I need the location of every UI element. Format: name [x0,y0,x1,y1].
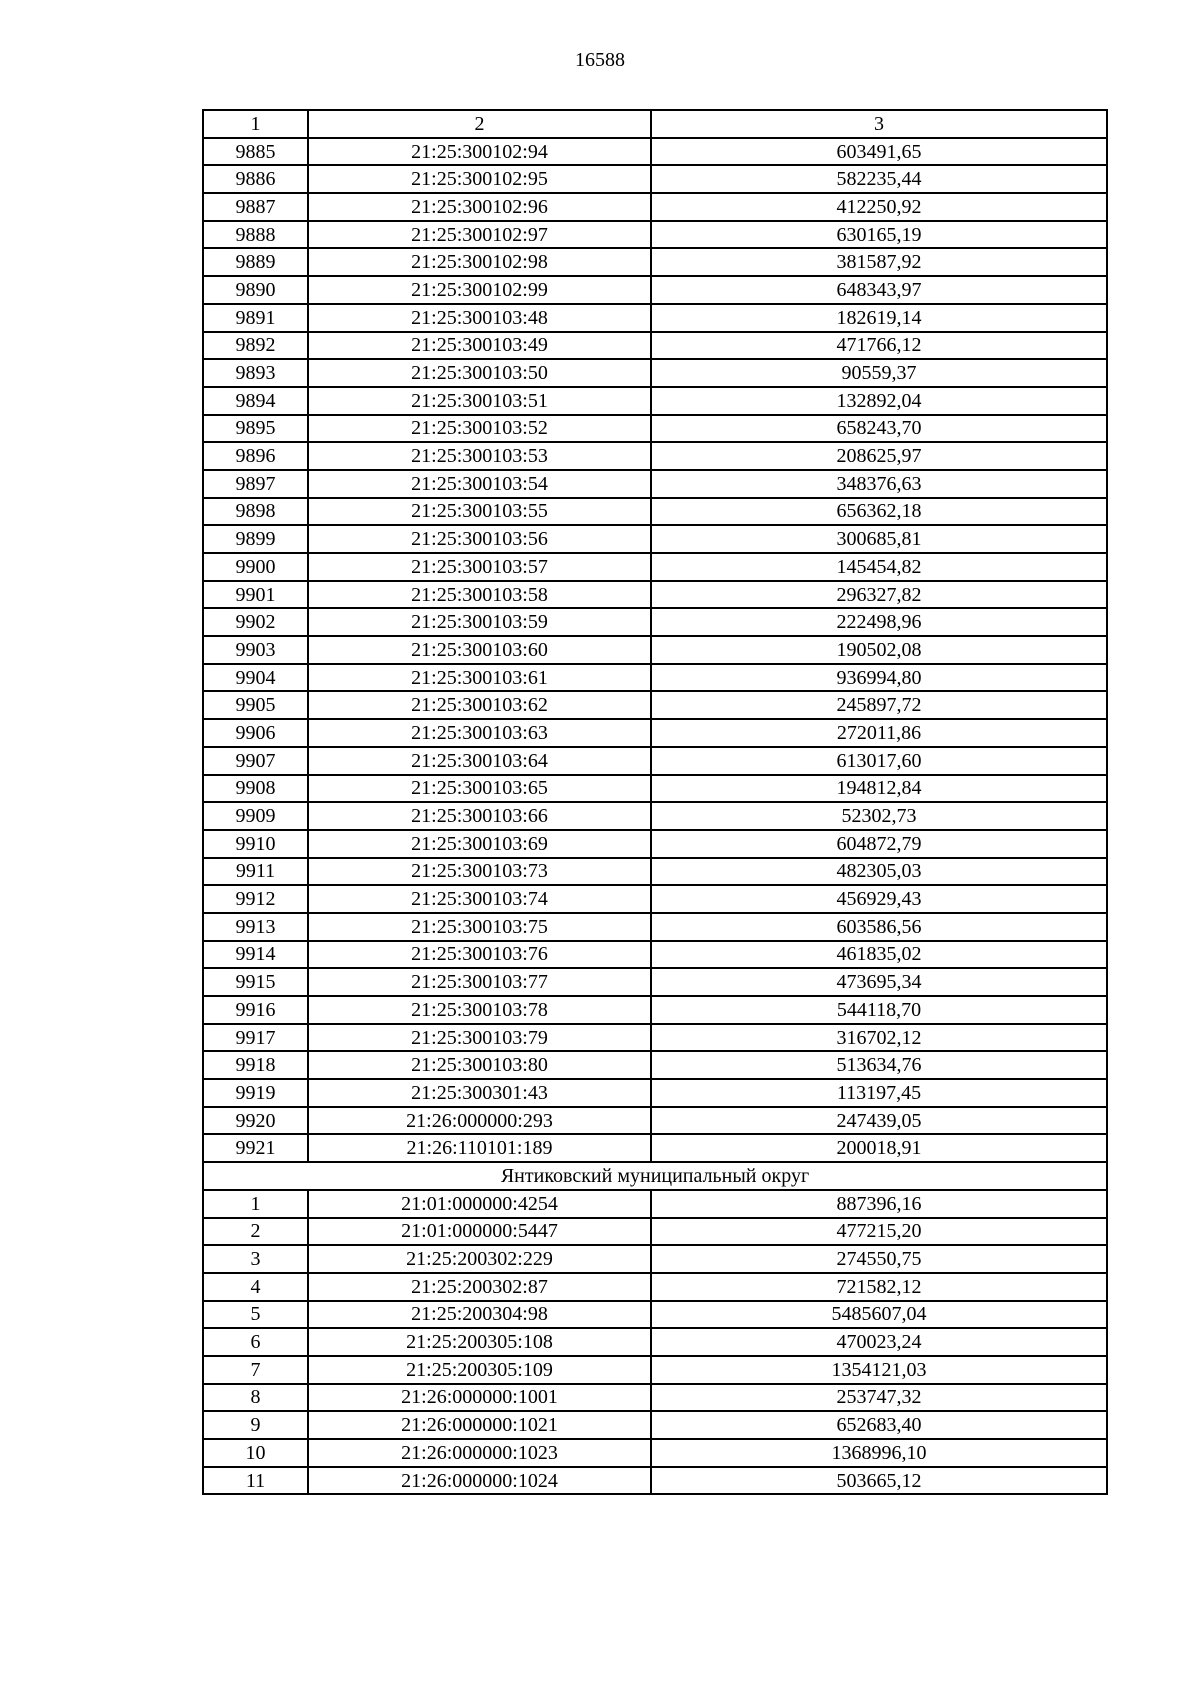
cadastral-number-cell: 21:25:300103:79 [308,1024,651,1052]
row-number-cell: 9913 [203,913,308,941]
section-header-body [203,1162,1107,1190]
table-row [203,1273,1107,1301]
row-number-cell: 9909 [203,802,308,830]
cadastral-number-cell: 21:25:300103:60 [308,636,651,664]
cadastral-value-cell: 1368996,10 [651,1439,1107,1467]
cadastral-value-cell: 52302,73 [651,802,1107,830]
row-number-cell: 5 [203,1301,308,1329]
table-row [203,1107,1107,1135]
cadastral-value-cell: 253747,32 [651,1384,1107,1412]
cadastral-value-cell: 190502,08 [651,636,1107,664]
cadastral-value-cell: 936994,80 [651,664,1107,692]
row-number-cell: 9917 [203,1024,308,1052]
row-number-cell: 1 [203,1190,308,1218]
table-row [203,608,1107,636]
table-row [203,1134,1107,1162]
cadastral-number-cell: 21:25:300103:58 [308,581,651,609]
table-row [203,221,1107,249]
row-number-cell: 9903 [203,636,308,664]
table-row [203,276,1107,304]
cadastral-number-cell: 21:25:300102:97 [308,221,651,249]
cadastral-value-cell: 544118,70 [651,996,1107,1024]
table-row [203,138,1107,166]
table-row [203,1051,1107,1079]
row-number-cell: 9907 [203,747,308,775]
cadastral-value-cell: 461835,02 [651,941,1107,969]
row-number-cell: 9 [203,1411,308,1439]
row-number-cell: 2 [203,1218,308,1246]
table-row [203,1467,1107,1495]
table-row [203,470,1107,498]
column-number-2: 2 [308,110,651,138]
cadastral-number-cell: 21:26:110101:189 [308,1134,651,1162]
table-row [203,1301,1107,1329]
table-row [203,498,1107,526]
table-row [203,581,1107,609]
section-title: Янтиковский муниципальный округ [203,1162,1107,1190]
cadastral-value-cell: 245897,72 [651,691,1107,719]
cadastral-number-cell: 21:25:300103:75 [308,913,651,941]
cadastral-number-cell: 21:25:300103:59 [308,608,651,636]
row-number-cell: 9886 [203,165,308,193]
cadastral-number-cell: 21:25:300103:61 [308,664,651,692]
page-number: 16588 [575,49,625,71]
table-row [203,248,1107,276]
row-number-cell: 7 [203,1356,308,1384]
table-row [203,193,1107,221]
row-number-cell: 9908 [203,775,308,803]
cadastral-number-cell: 21:25:300102:94 [308,138,651,166]
cadastral-number-cell: 21:25:200305:109 [308,1356,651,1384]
row-number-cell: 4 [203,1273,308,1301]
row-number-cell: 11 [203,1467,308,1495]
table-row [203,332,1107,360]
cadastral-number-cell: 21:25:300103:54 [308,470,651,498]
table-row [203,553,1107,581]
cadastral-value-cell: 200018,91 [651,1134,1107,1162]
cadastral-number-cell: 21:25:300103:69 [308,830,651,858]
table-row [203,359,1107,387]
cadastral-number-cell: 21:01:000000:4254 [308,1190,651,1218]
column-number-1: 1 [203,110,308,138]
table-row [203,775,1107,803]
row-number-cell: 9887 [203,193,308,221]
table-row [203,719,1107,747]
row-number-cell: 9902 [203,608,308,636]
cadastral-number-cell: 21:25:300103:80 [308,1051,651,1079]
cadastral-number-cell: 21:25:200305:108 [308,1328,651,1356]
cadastral-value-cell: 208625,97 [651,442,1107,470]
cadastral-number-cell: 21:25:300103:73 [308,858,651,886]
cadastral-value-cell: 613017,60 [651,747,1107,775]
cadastral-value-cell: 513634,76 [651,1051,1107,1079]
row-number-cell: 9906 [203,719,308,747]
cadastral-number-cell: 21:25:300103:76 [308,941,651,969]
cadastral-value-cell: 473695,34 [651,968,1107,996]
table-row [203,996,1107,1024]
cadastral-number-cell: 21:26:000000:1021 [308,1411,651,1439]
cadastral-number-cell: 21:25:300103:63 [308,719,651,747]
cadastral-number-cell: 21:26:000000:1023 [308,1439,651,1467]
cadastral-value-cell: 603586,56 [651,913,1107,941]
cadastral-value-cell: 296327,82 [651,581,1107,609]
cadastral-value-cell: 145454,82 [651,553,1107,581]
cadastral-value-cell: 456929,43 [651,885,1107,913]
cadastral-value-cell: 113197,45 [651,1079,1107,1107]
row-number-cell: 9910 [203,830,308,858]
table-row [203,304,1107,332]
table-row [203,885,1107,913]
row-number-cell: 9899 [203,525,308,553]
table-row [203,1439,1107,1467]
cadastral-value-cell: 471766,12 [651,332,1107,360]
table-row [203,1328,1107,1356]
cadastral-number-cell: 21:25:300103:64 [308,747,651,775]
cadastral-number-cell: 21:25:300103:62 [308,691,651,719]
table-row [203,525,1107,553]
table-row [203,1356,1107,1384]
table-row [203,858,1107,886]
table-row [203,165,1107,193]
cadastral-number-cell: 21:25:300103:53 [308,442,651,470]
table-row [203,830,1107,858]
cadastral-number-cell: 21:25:300103:66 [308,802,651,830]
table-row [203,1384,1107,1412]
cadastral-number-cell: 21:25:300103:57 [308,553,651,581]
cadastral-number-cell: 21:25:300103:65 [308,775,651,803]
row-number-cell: 9888 [203,221,308,249]
cadastral-value-cell: 412250,92 [651,193,1107,221]
cadastral-value-cell: 603491,65 [651,138,1107,166]
row-number-cell: 9914 [203,941,308,969]
cadastral-number-cell: 21:25:300103:50 [308,359,651,387]
cadastral-value-cell: 90559,37 [651,359,1107,387]
row-number-cell: 10 [203,1439,308,1467]
cadastral-number-cell: 21:25:200302:87 [308,1273,651,1301]
row-number-cell: 9891 [203,304,308,332]
cadastral-number-cell: 21:25:300301:43 [308,1079,651,1107]
cadastral-number-cell: 21:25:300103:78 [308,996,651,1024]
cadastral-value-table [202,109,1108,1495]
cadastral-value-cell: 222498,96 [651,608,1107,636]
cadastral-value-cell: 652683,40 [651,1411,1107,1439]
table-row [203,913,1107,941]
cadastral-number-cell: 21:26:000000:1024 [308,1467,651,1495]
cadastral-value-cell: 272011,86 [651,719,1107,747]
table-row [203,1218,1107,1246]
table-row [203,1245,1107,1273]
table-row [203,802,1107,830]
cadastral-number-cell: 21:26:000000:1001 [308,1384,651,1412]
row-number-cell: 9904 [203,664,308,692]
table-row [203,1190,1107,1218]
column-number-3: 3 [651,110,1107,138]
row-number-cell: 9896 [203,442,308,470]
row-number-cell: 9912 [203,885,308,913]
row-number-cell: 9893 [203,359,308,387]
cadastral-value-cell: 194812,84 [651,775,1107,803]
cadastral-number-cell: 21:25:300103:56 [308,525,651,553]
cadastral-value-cell: 316702,12 [651,1024,1107,1052]
cadastral-value-cell: 648343,97 [651,276,1107,304]
cadastral-number-cell: 21:25:300103:77 [308,968,651,996]
cadastral-value-cell: 630165,19 [651,221,1107,249]
row-number-cell: 9897 [203,470,308,498]
cadastral-value-cell: 503665,12 [651,1467,1107,1495]
row-number-cell: 9894 [203,387,308,415]
cadastral-value-cell: 182619,14 [651,304,1107,332]
row-number-cell: 9898 [203,498,308,526]
row-number-cell: 9889 [203,248,308,276]
column-number-row [203,110,1107,138]
table-row [203,387,1107,415]
cadastral-value-cell: 582235,44 [651,165,1107,193]
row-number-cell: 9895 [203,415,308,443]
cadastral-value-cell: 274550,75 [651,1245,1107,1273]
cadastral-value-cell: 658243,70 [651,415,1107,443]
cadastral-value-cell: 604872,79 [651,830,1107,858]
cadastral-number-cell: 21:25:300102:98 [308,248,651,276]
row-number-cell: 9919 [203,1079,308,1107]
row-number-cell: 3 [203,1245,308,1273]
cadastral-value-cell: 656362,18 [651,498,1107,526]
row-number-cell: 9911 [203,858,308,886]
row-number-cell: 9890 [203,276,308,304]
table-row [203,747,1107,775]
table-row [203,664,1107,692]
row-number-cell: 9885 [203,138,308,166]
cadastral-value-cell: 482305,03 [651,858,1107,886]
cadastral-value-cell: 381587,92 [651,248,1107,276]
cadastral-number-cell: 21:25:300102:96 [308,193,651,221]
cadastral-value-cell: 477215,20 [651,1218,1107,1246]
cadastral-number-cell: 21:25:200304:98 [308,1301,651,1329]
cadastral-number-cell: 21:25:300103:74 [308,885,651,913]
cadastral-number-cell: 21:25:300103:55 [308,498,651,526]
row-number-cell: 6 [203,1328,308,1356]
cadastral-value-cell: 348376,63 [651,470,1107,498]
cadastral-value-cell: 5485607,04 [651,1301,1107,1329]
cadastral-value-cell: 1354121,03 [651,1356,1107,1384]
row-number-cell: 9921 [203,1134,308,1162]
cadastral-value-cell: 247439,05 [651,1107,1107,1135]
cadastral-number-cell: 21:25:200302:229 [308,1245,651,1273]
table-row [203,415,1107,443]
cadastral-number-cell: 21:25:300102:95 [308,165,651,193]
table-row [203,636,1107,664]
table-row [203,1411,1107,1439]
cadastral-value-cell: 721582,12 [651,1273,1107,1301]
table-row [203,442,1107,470]
row-number-cell: 9905 [203,691,308,719]
row-number-cell: 9916 [203,996,308,1024]
cadastral-number-cell: 21:25:300103:48 [308,304,651,332]
table-row [203,1024,1107,1052]
row-number-cell: 8 [203,1384,308,1412]
cadastral-number-cell: 21:25:300103:51 [308,387,651,415]
cadastral-value-cell: 470023,24 [651,1328,1107,1356]
cadastral-number-cell: 21:25:300102:99 [308,276,651,304]
section-header-row [203,1162,1107,1190]
cadastral-number-cell: 21:26:000000:293 [308,1107,651,1135]
row-number-cell: 9892 [203,332,308,360]
row-number-cell: 9918 [203,1051,308,1079]
cadastral-value-cell: 887396,16 [651,1190,1107,1218]
row-number-cell: 9920 [203,1107,308,1135]
table-row [203,1079,1107,1107]
section-table-body [203,1190,1107,1495]
cadastral-value-cell: 132892,04 [651,387,1107,415]
cadastral-number-cell: 21:25:300103:52 [308,415,651,443]
row-number-cell: 9915 [203,968,308,996]
table-row [203,941,1107,969]
table-row [203,968,1107,996]
cadastral-value-cell: 300685,81 [651,525,1107,553]
cadastral-number-cell: 21:01:000000:5447 [308,1218,651,1246]
row-number-cell: 9901 [203,581,308,609]
table-body [203,138,1107,1162]
table-row [203,691,1107,719]
cadastral-number-cell: 21:25:300103:49 [308,332,651,360]
row-number-cell: 9900 [203,553,308,581]
